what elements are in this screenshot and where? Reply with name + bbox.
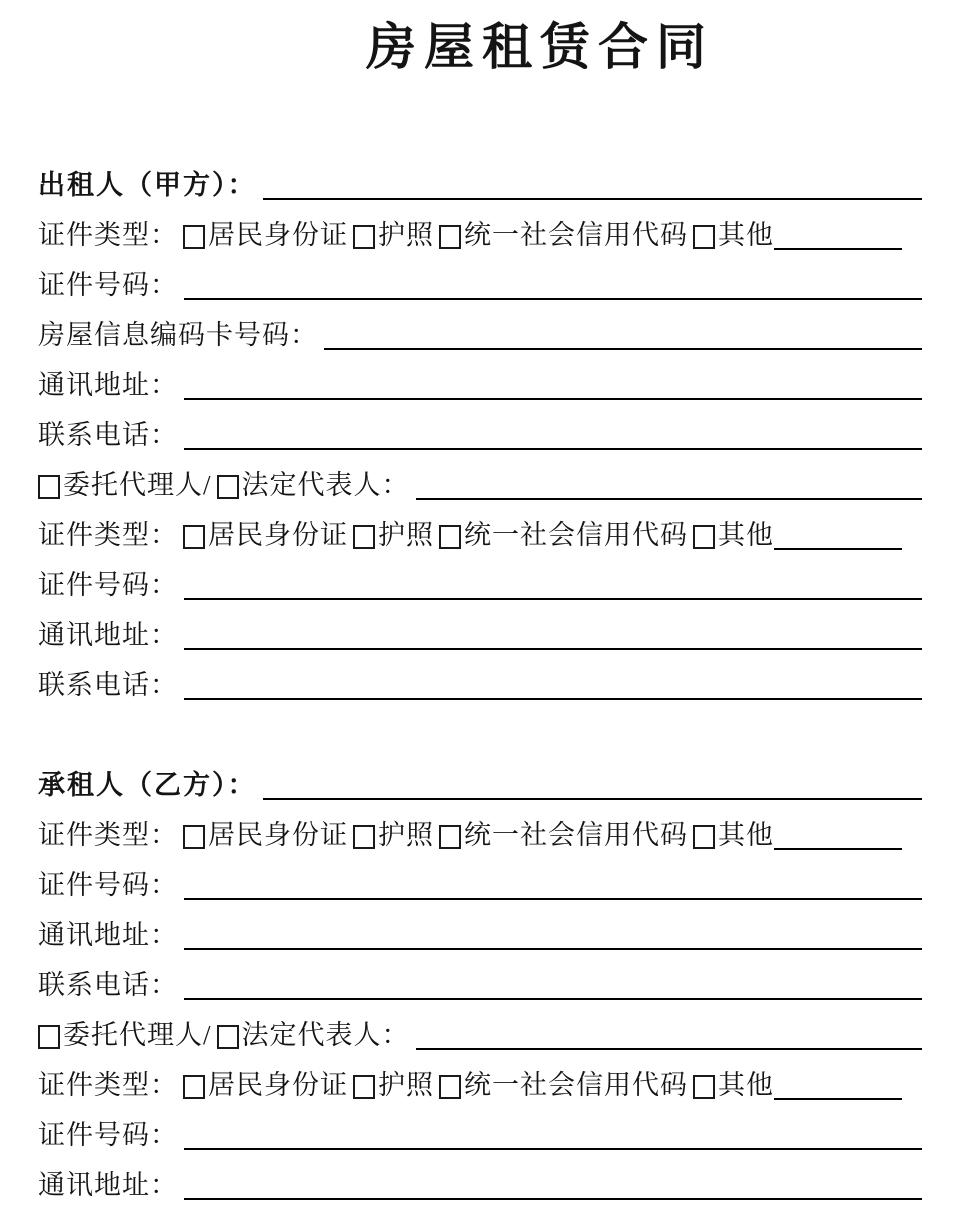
party-b-agent-resident-id-checkbox[interactable]	[183, 1075, 205, 1099]
party-a-agent-other-checkbox[interactable]	[693, 525, 715, 549]
party-a-cert-number-row	[38, 258, 922, 308]
resident-id-option-label: 居民身份证	[208, 820, 348, 851]
resident-id-option-label: 居民身份证	[208, 220, 348, 251]
party-a-agent-cert-type-row	[38, 508, 922, 558]
resident-id-option-label: 居民身份证	[208, 520, 348, 551]
address-label: 通讯地址：	[38, 920, 178, 951]
party-a-section	[38, 158, 922, 708]
party-a-cert-number-blank[interactable]	[184, 298, 922, 300]
cert-type-label: 证件类型：	[38, 1070, 178, 1101]
party-b-legal-rep-checkbox[interactable]	[217, 1025, 239, 1049]
party-a-house-code-row	[38, 308, 922, 358]
party-b-agent-other-cert-blank[interactable]	[774, 1098, 902, 1100]
resident-id-option-label: 居民身份证	[208, 1070, 348, 1101]
cert-type-label: 证件类型：	[38, 520, 178, 551]
party-a-other-checkbox[interactable]	[693, 225, 715, 249]
passport-option-label: 护照	[378, 220, 434, 251]
party-b-address-blank[interactable]	[184, 948, 922, 950]
party-a-legal-rep-checkbox[interactable]	[217, 475, 239, 499]
party-a-name-blank[interactable]	[263, 198, 923, 200]
party-b-other-checkbox[interactable]	[693, 825, 715, 849]
phone-label: 联系电话：	[38, 420, 178, 451]
party-a-entrusted-agent-checkbox[interactable]	[38, 475, 60, 499]
party-b-agent-uscc-checkbox[interactable]	[439, 1075, 461, 1099]
legal-rep-label: 法定代表人：	[241, 1020, 410, 1051]
party-b-phone-row	[38, 958, 922, 1008]
other-option-label: 其他	[718, 520, 774, 551]
party-a-address-blank[interactable]	[184, 398, 922, 400]
party-a-agent-uscc-checkbox[interactable]	[439, 525, 461, 549]
party-b-cert-type-row	[38, 808, 922, 858]
entrusted-agent-label: 委托代理人	[63, 470, 203, 501]
party-a-resident-id-checkbox[interactable]	[183, 225, 205, 249]
party-b-phone-blank[interactable]	[184, 998, 922, 1000]
party-b-name-blank[interactable]	[263, 798, 923, 800]
contract-title: 房屋租赁合同	[366, 19, 714, 75]
party-b-agent-row	[38, 1008, 922, 1058]
other-option-label: 其他	[718, 1070, 774, 1101]
party-a-cert-type-row	[38, 208, 922, 258]
party-a-phone-blank[interactable]	[184, 448, 922, 450]
party-b-passport-checkbox[interactable]	[353, 825, 375, 849]
party-b-agent-name-blank[interactable]	[416, 1048, 922, 1050]
party-b-agent-address-row	[38, 1158, 922, 1206]
uscc-option-label: 统一社会信用代码	[464, 1070, 688, 1101]
cert-type-label: 证件类型：	[38, 820, 178, 851]
party-a-phone-row	[38, 408, 922, 458]
party-a-agent-phone-row	[38, 658, 922, 708]
party-b-cert-number-row	[38, 858, 922, 908]
party-b-agent-cert-number-blank[interactable]	[184, 1148, 922, 1150]
party-a-passport-checkbox[interactable]	[353, 225, 375, 249]
party-b-cert-number-blank[interactable]	[184, 898, 922, 900]
agent-slash: /	[203, 470, 212, 501]
address-label: 通讯地址：	[38, 1170, 178, 1201]
party-b-agent-passport-checkbox[interactable]	[353, 1075, 375, 1099]
cert-type-label: 证件类型：	[38, 220, 178, 251]
party-b-address-row	[38, 908, 922, 958]
party-a-agent-address-row	[38, 608, 922, 658]
cert-number-label: 证件号码：	[38, 570, 178, 601]
party-b-section	[38, 758, 922, 1206]
address-label: 通讯地址：	[38, 620, 178, 651]
party-a-house-code-blank[interactable]	[324, 348, 922, 350]
party-a-agent-cert-number-row	[38, 558, 922, 608]
party-a-agent-other-cert-blank[interactable]	[774, 548, 902, 550]
party-a-heading-row	[38, 158, 922, 208]
phone-label: 联系电话：	[38, 670, 178, 701]
uscc-option-label: 统一社会信用代码	[464, 820, 688, 851]
party-b-agent-address-blank[interactable]	[184, 1198, 922, 1200]
cert-number-label: 证件号码：	[38, 870, 178, 901]
party-b-other-cert-blank[interactable]	[774, 848, 902, 850]
party-b-agent-other-checkbox[interactable]	[693, 1075, 715, 1099]
legal-rep-label: 法定代表人：	[241, 470, 410, 501]
party-b-uscc-checkbox[interactable]	[439, 825, 461, 849]
phone-label: 联系电话：	[38, 970, 178, 1001]
uscc-option-label: 统一社会信用代码	[464, 520, 688, 551]
party-a-uscc-checkbox[interactable]	[439, 225, 461, 249]
address-label: 通讯地址：	[38, 370, 178, 401]
party-b-heading-row	[38, 758, 922, 808]
party-b-resident-id-checkbox[interactable]	[183, 825, 205, 849]
party-b-heading: 承租人（乙方）：	[38, 770, 257, 801]
party-b-agent-cert-type-row	[38, 1058, 922, 1108]
party-a-agent-name-blank[interactable]	[416, 498, 922, 500]
other-option-label: 其他	[718, 220, 774, 251]
party-b-entrusted-agent-checkbox[interactable]	[38, 1025, 60, 1049]
cert-number-label: 证件号码：	[38, 1120, 178, 1151]
party-a-agent-passport-checkbox[interactable]	[353, 525, 375, 549]
passport-option-label: 护照	[378, 520, 434, 551]
party-a-agent-address-blank[interactable]	[184, 648, 922, 650]
other-option-label: 其他	[718, 820, 774, 851]
cert-number-label: 证件号码：	[38, 270, 178, 301]
party-a-agent-row	[38, 458, 922, 508]
entrusted-agent-label: 委托代理人	[63, 1020, 203, 1051]
party-a-other-cert-blank[interactable]	[774, 248, 902, 250]
party-a-heading: 出租人（甲方）：	[38, 170, 257, 201]
party-b-agent-cert-number-row	[38, 1108, 922, 1158]
passport-option-label: 护照	[378, 820, 434, 851]
passport-option-label: 护照	[378, 1070, 434, 1101]
uscc-option-label: 统一社会信用代码	[464, 220, 688, 251]
agent-slash: /	[203, 1020, 212, 1051]
house-code-label: 房屋信息编码卡号码：	[38, 320, 318, 351]
party-a-agent-resident-id-checkbox[interactable]	[183, 525, 205, 549]
party-a-agent-phone-blank[interactable]	[184, 698, 922, 700]
party-a-address-row	[38, 358, 922, 408]
party-a-agent-cert-number-blank[interactable]	[184, 598, 922, 600]
